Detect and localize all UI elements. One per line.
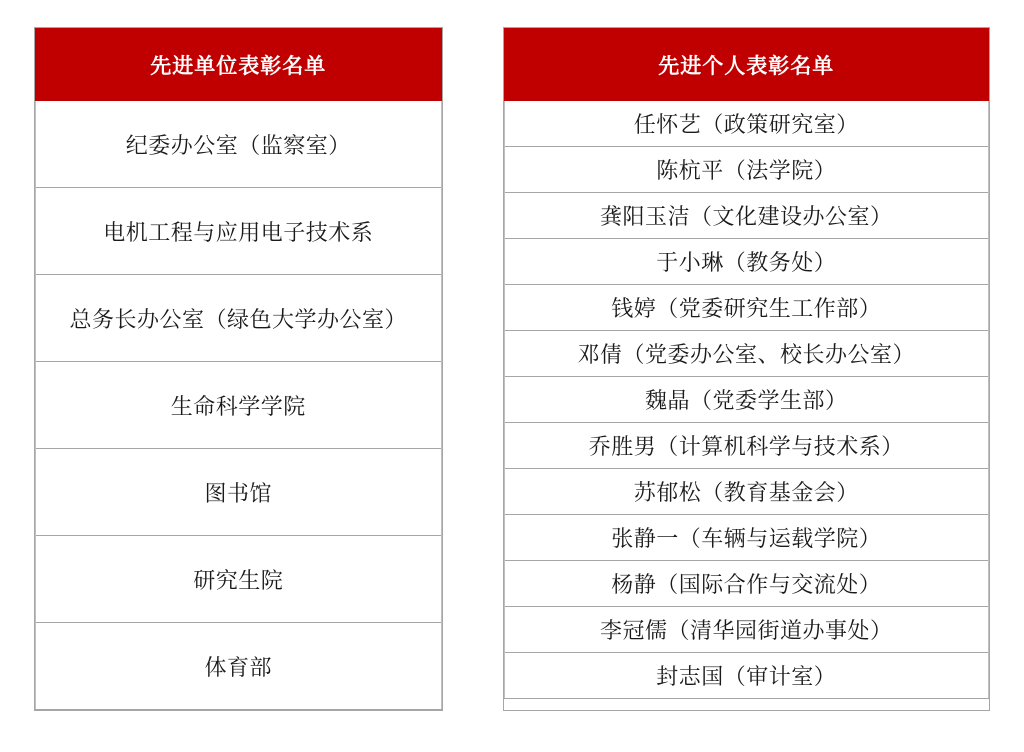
person-name-cell: 乔胜男（计算机科学与技术系） — [504, 423, 988, 469]
table-row — [36, 101, 442, 188]
advanced-units-table-body — [36, 101, 442, 710]
table-row — [504, 469, 988, 515]
advanced-units-table-wrapper — [34, 27, 443, 711]
person-name-cell: 杨静（国际合作与交流处） — [504, 561, 988, 607]
table-header-row — [504, 29, 988, 101]
unit-name-cell: 总务长办公室（绿色大学办公室） — [36, 275, 442, 362]
table-row — [36, 275, 442, 362]
advanced-individuals-header-cell: 先进个人表彰名单 — [504, 29, 988, 101]
advanced-units-table — [35, 28, 442, 710]
table-row — [504, 285, 988, 331]
person-name-cell: 魏晶（党委学生部） — [504, 377, 988, 423]
unit-name-cell: 纪委办公室（监察室） — [36, 101, 442, 188]
person-name-cell: 苏郁松（教育基金会） — [504, 469, 988, 515]
person-name-cell: 钱婷（党委研究生工作部） — [504, 285, 988, 331]
unit-name-cell: 图书馆 — [36, 449, 442, 536]
advanced-individuals-table — [504, 28, 989, 699]
table-row — [504, 515, 988, 561]
table-row — [504, 147, 988, 193]
person-name-cell: 龚阳玉洁（文化建设办公室） — [504, 193, 988, 239]
unit-name-cell: 电机工程与应用电子技术系 — [36, 188, 442, 275]
person-name-cell: 邓倩（党委办公室、校长办公室） — [504, 331, 988, 377]
table-row — [36, 623, 442, 710]
person-name-cell: 于小琳（教务处） — [504, 239, 988, 285]
unit-name-cell: 研究生院 — [36, 536, 442, 623]
table-row — [504, 101, 988, 147]
advanced-units-header-cell: 先进单位表彰名单 — [36, 29, 442, 101]
person-name-cell: 李冠儒（清华园街道办事处） — [504, 607, 988, 653]
table-row — [504, 377, 988, 423]
table-row — [504, 423, 988, 469]
table-row — [504, 561, 988, 607]
table-row — [36, 536, 442, 623]
unit-name-cell: 体育部 — [36, 623, 442, 710]
table-row — [504, 607, 988, 653]
table-row — [36, 362, 442, 449]
person-name-cell: 陈杭平（法学院） — [504, 147, 988, 193]
advanced-individuals-table-head — [504, 29, 988, 101]
table-row — [504, 653, 988, 699]
advanced-units-table-head — [36, 29, 442, 101]
person-name-cell: 封志国（审计室） — [504, 653, 988, 699]
table-row — [36, 188, 442, 275]
unit-name-cell: 生命科学学院 — [36, 362, 442, 449]
person-name-cell: 任怀艺（政策研究室） — [504, 101, 988, 147]
advanced-individuals-table-wrapper — [503, 27, 990, 711]
advanced-individuals-table-body — [504, 101, 988, 699]
table-row — [504, 239, 988, 285]
table-header-row — [36, 29, 442, 101]
table-row — [504, 331, 988, 377]
table-row — [504, 193, 988, 239]
table-row — [36, 449, 442, 536]
person-name-cell: 张静一（车辆与运载学院） — [504, 515, 988, 561]
